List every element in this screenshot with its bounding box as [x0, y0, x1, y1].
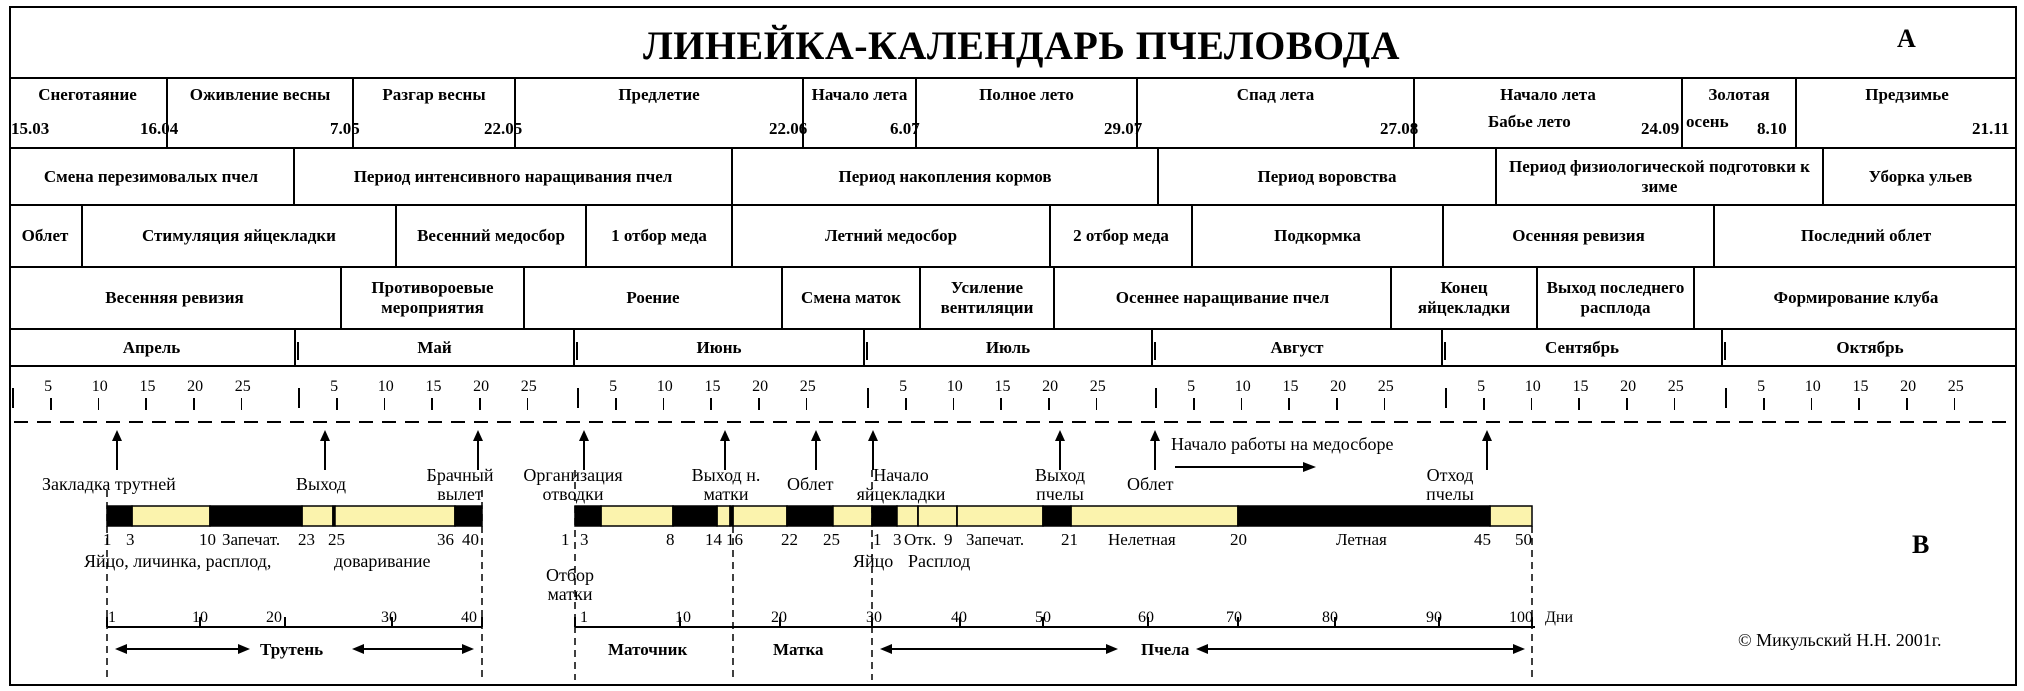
day-tick-label: 15: [1852, 378, 1869, 395]
queen-bar-number: 14: [705, 530, 722, 549]
bee-bar-flightless: Нелетная: [1108, 530, 1176, 549]
bar-segment: [833, 506, 872, 526]
season-label: Спад лета: [1236, 85, 1315, 104]
day-scale-unit: Дни: [1545, 609, 1574, 626]
bar-segment: [872, 506, 897, 526]
drone-span-arrow-right-head-right: [462, 644, 474, 654]
season-label: Снеготаяние: [38, 85, 137, 104]
event-label: Отход пчелы: [1426, 465, 1474, 504]
bar-segment: [918, 506, 957, 526]
event-arrow-head: [1150, 430, 1160, 441]
day-tick-label: 25: [1377, 378, 1394, 395]
month-label: Сентябрь: [1544, 337, 1620, 357]
day-tick-label: 15: [425, 378, 442, 395]
bar-segment: [897, 506, 918, 526]
period-label: Уборка ульев: [1868, 166, 1973, 186]
day-tick-label: 5: [609, 378, 618, 395]
event-label: Выход н. матки: [691, 465, 761, 504]
bee-span-arrow-right-head-left: [1196, 644, 1208, 654]
day-scale-number: 40: [951, 609, 967, 626]
period-label: Период физиологической подготовки к зиме: [1509, 156, 1810, 196]
season-date: 29.07: [1104, 119, 1143, 138]
season-label: Предлетие: [618, 85, 700, 104]
day-tick-label: 10: [1524, 378, 1541, 395]
drone-bar-number: 23: [298, 530, 315, 549]
season-label: Начало лета: [811, 85, 908, 104]
day-tick-label: 20: [473, 378, 490, 395]
bar-segment: [1238, 506, 1490, 526]
day-scale-number: 10: [192, 609, 208, 626]
day-tick-label: 25: [1947, 378, 1964, 395]
season-label: Предзимье: [1865, 85, 1949, 104]
bee-span-arrow-left-head-right: [1106, 644, 1118, 654]
drone-span-arrow-left-head-right: [238, 644, 250, 654]
event-label: Облет: [787, 474, 834, 494]
season-label: Начало лета: [1500, 85, 1596, 104]
day-scale-number: 30: [381, 609, 397, 626]
work-label: Конец яйцекладки: [1417, 278, 1511, 317]
bee-bar-open-brood: Отк.: [904, 530, 937, 549]
bar-segment: [1043, 506, 1071, 526]
season-date: 21.11: [1972, 119, 2010, 138]
event-arrow-head: [112, 430, 122, 441]
bar-segment: [1490, 506, 1532, 526]
work-label: Осеннее наращивание пчел: [1115, 288, 1330, 307]
day-scale-number: 1: [580, 609, 588, 626]
drone-bar-sealed: Запечат.: [222, 530, 281, 549]
day-scale-number: 50: [1035, 609, 1051, 626]
day-tick-label: 5: [44, 378, 53, 395]
day-tick-label: 20: [1042, 378, 1059, 395]
day-tick-label: 10: [91, 378, 108, 395]
day-tick-label: 15: [139, 378, 156, 395]
drone-span-arrow-right-head-left: [352, 644, 364, 654]
day-scale-number: 10: [675, 609, 691, 626]
season-date: 6.07: [890, 119, 920, 138]
bar-segment: [787, 506, 833, 526]
day-scale-number: 20: [771, 609, 787, 626]
bar-segment: [601, 506, 673, 526]
day-tick-label: 15: [1572, 378, 1589, 395]
bar-segment: [1071, 506, 1238, 526]
period-label: Смена перезимовалых пчел: [43, 166, 259, 186]
bar-segment: [302, 506, 333, 526]
event-label: Начало яйцекладки: [856, 465, 946, 504]
work-label: Облет: [21, 226, 69, 245]
bee-bar-number: 45: [1474, 530, 1491, 549]
work-label: Выход последнего расплода: [1546, 278, 1685, 317]
bee-bar-egg: Яйцо: [853, 551, 894, 571]
work-label: Усиление вентиляции: [940, 278, 1034, 317]
season-label: Оживление весны: [189, 85, 331, 104]
queen-bar-number: 1: [561, 530, 570, 549]
day-scale-number: 100: [1509, 609, 1533, 626]
work-label: Весенняя ревизия: [105, 288, 244, 307]
day-tick-label: 20: [1900, 378, 1917, 395]
bee-span-arrow-left-head-left: [880, 644, 892, 654]
work-label: Летний медосбор: [824, 226, 958, 245]
event-arrow-head: [1482, 430, 1492, 441]
day-tick-label: 15: [1282, 378, 1299, 395]
day-tick-label: 25: [1667, 378, 1684, 395]
bar-segment: [210, 506, 302, 526]
season-label-autumn: осень: [1686, 112, 1729, 131]
bar-segment: [575, 506, 601, 526]
period-label: Период интенсивного наращивания пчел: [353, 166, 673, 186]
day-tick-label: 5: [1187, 378, 1196, 395]
event-arrow-head: [473, 430, 483, 441]
bar-segment: [957, 506, 1043, 526]
drone-bar-caption: доваривание: [334, 551, 431, 571]
season-date: 7.05: [330, 119, 360, 138]
month-label: Июль: [985, 337, 1031, 357]
bee-bar-flying: Летная: [1336, 530, 1387, 549]
drone-bar-number: 36: [437, 530, 454, 549]
event-arrow-head: [868, 430, 878, 441]
season-date: 15.03: [11, 119, 50, 138]
day-tick-label: 15: [994, 378, 1011, 395]
section-b-label: В: [1912, 530, 1930, 559]
bar-segment: [335, 506, 455, 526]
day-tick-label: 5: [899, 378, 908, 395]
drone-bar-number: 10: [199, 530, 216, 549]
day-scale-number: 1: [108, 609, 116, 626]
queen-span-label: Матка: [773, 640, 824, 659]
work-label: Роение: [626, 288, 680, 307]
day-tick-label: 15: [704, 378, 721, 395]
work-label: Осенняя ревизия: [1512, 226, 1645, 245]
day-tick-label: 25: [799, 378, 816, 395]
period-label: Период воровства: [1257, 166, 1397, 186]
event-arrow-head: [1055, 430, 1065, 441]
day-scale-number: 60: [1138, 609, 1154, 626]
event-arrow-head: [579, 430, 589, 441]
event-label: Брачный вылет: [426, 465, 494, 504]
drone-bar-number: 25: [328, 530, 345, 549]
day-tick-label: 25: [520, 378, 537, 395]
day-tick-label: 5: [1757, 378, 1766, 395]
event-label: Облет: [1127, 474, 1174, 494]
season-date: 24.09: [1641, 119, 1680, 138]
day-tick-label: 20: [1330, 378, 1347, 395]
event-label: Выход: [296, 474, 347, 494]
month-label: Август: [1270, 337, 1324, 357]
day-tick-label: 10: [1234, 378, 1251, 395]
queen-bar-number: 16: [726, 530, 743, 549]
season-date: 22.05: [484, 119, 523, 138]
season-label-indian-summer: Бабье лето: [1488, 112, 1571, 131]
season-label: Золотая: [1708, 85, 1770, 104]
day-tick-label: 10: [377, 378, 394, 395]
season-date: 22.06: [769, 119, 808, 138]
event-label: Организация отводки: [523, 465, 623, 504]
bee-span-label: Пчела: [1141, 640, 1190, 659]
day-tick-label: 20: [1620, 378, 1637, 395]
day-tick-label: 10: [946, 378, 963, 395]
page-title: ЛИНЕЙКА-КАЛЕНДАРЬ ПЧЕЛОВОДА: [643, 23, 1401, 68]
queen-bar-number: 25: [823, 530, 840, 549]
day-scale-number: 20: [266, 609, 282, 626]
day-tick-label: 5: [1477, 378, 1486, 395]
bee-bar-number: 9: [944, 530, 953, 549]
day-scale-number: 90: [1426, 609, 1442, 626]
bee-bar-brood: Расплод: [908, 551, 971, 571]
season-date: 27.08: [1380, 119, 1419, 138]
month-label: Июнь: [696, 337, 742, 357]
day-scale-number: 80: [1322, 609, 1338, 626]
drone-bar-number: 40: [462, 530, 479, 549]
queen-bar-number: 8: [666, 530, 675, 549]
day-tick-label: 25: [234, 378, 251, 395]
copyright: © Микульский Н.Н. 2001г.: [1738, 630, 1942, 650]
event-arrow-head: [811, 430, 821, 441]
event-label: Выход пчелы: [1034, 465, 1086, 504]
event-arrow-head: [320, 430, 330, 441]
drone-bar-number: 3: [126, 530, 135, 549]
event-label: Начало работы на медосборе: [1171, 434, 1394, 454]
day-tick-label: 10: [1804, 378, 1821, 395]
day-scale-number: 30: [866, 609, 882, 626]
work-label: Формирование клуба: [1773, 288, 1939, 307]
period-label: Период накопления кормов: [838, 166, 1052, 186]
work-label: 2 отбор меда: [1073, 226, 1169, 245]
queen-bar-number: 22: [781, 530, 798, 549]
season-label: Полное лето: [979, 85, 1074, 104]
work-label: 1 отбор меда: [611, 226, 707, 245]
honey-flow-arrow-head: [1303, 462, 1316, 472]
month-label: Апрель: [122, 337, 181, 357]
day-tick-label: 20: [187, 378, 204, 395]
season-date: 8.10: [1757, 119, 1787, 138]
day-scale-number: 70: [1226, 609, 1242, 626]
bee-bar-number: 21: [1061, 530, 1078, 549]
bee-bar-number: 20: [1230, 530, 1247, 549]
day-tick-label: 20: [752, 378, 769, 395]
month-label: Октябрь: [1836, 337, 1904, 357]
work-label: Последний облет: [1800, 226, 1932, 245]
event-arrow-head: [720, 430, 730, 441]
work-label: Весенний медосбор: [417, 226, 565, 245]
bar-segment: [455, 506, 482, 526]
month-label: Май: [417, 337, 452, 357]
bee-bar-number: 1: [873, 530, 882, 549]
bar-segment: [673, 506, 717, 526]
work-label: Подкормка: [1274, 226, 1361, 245]
queen-taken-label: Отбор матки: [545, 565, 595, 604]
section-a-label: А: [1897, 24, 1916, 53]
bee-bar-sealed: Запечат.: [966, 530, 1025, 549]
work-label: Смена маток: [801, 288, 901, 307]
day-scale-number: 40: [461, 609, 477, 626]
bar-segment: [717, 506, 730, 526]
season-date: 16.04: [140, 119, 179, 138]
work-label: Противороевые мероприятия: [371, 278, 494, 317]
queen-cell-span-label: Маточник: [608, 640, 688, 659]
bar-segment: [107, 506, 132, 526]
event-label: Закладка трутней: [42, 474, 176, 494]
season-label: Разгар весны: [382, 85, 486, 104]
bar-segment: [132, 506, 210, 526]
work-label: Стимуляция яйцекладки: [142, 226, 336, 245]
drone-bar-caption: Яйцо, личинка, расплод,: [84, 551, 272, 571]
drone-span-arrow-left-head-left: [115, 644, 127, 654]
bee-span-arrow-right-head-right: [1513, 644, 1525, 654]
drone-bar-number: 1: [103, 530, 112, 549]
day-tick-label: 25: [1089, 378, 1106, 395]
day-tick-label: 5: [330, 378, 339, 395]
bee-bar-number: 3: [893, 530, 902, 549]
queen-bar-number: 3: [580, 530, 589, 549]
bar-segment: [733, 506, 787, 526]
drone-span-label: Трутень: [260, 640, 324, 659]
bee-bar-number: 50: [1515, 530, 1532, 549]
day-tick-label: 10: [656, 378, 673, 395]
